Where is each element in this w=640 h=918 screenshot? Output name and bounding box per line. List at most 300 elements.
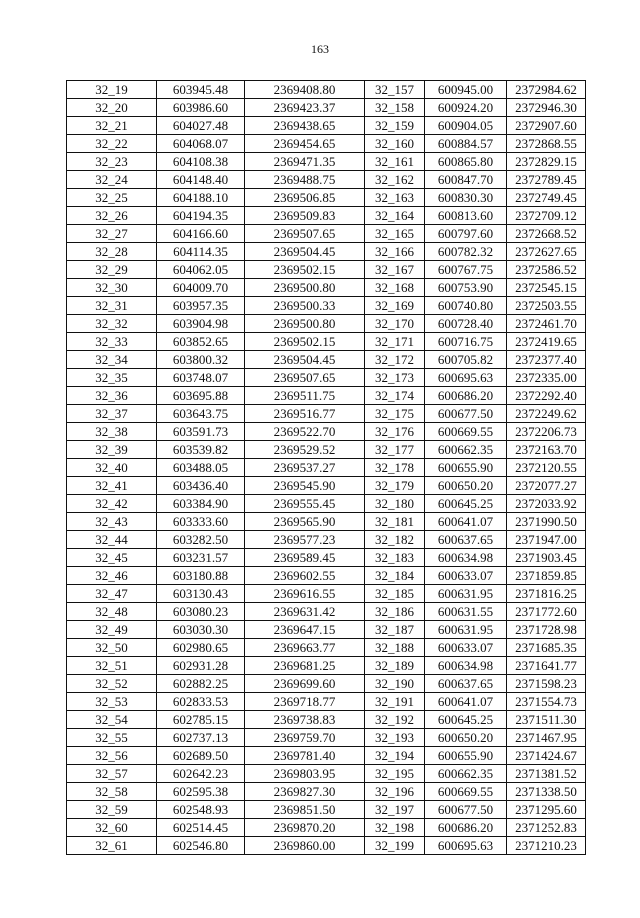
- x-coordinate-cell: 603945.48: [157, 81, 245, 99]
- y-coordinate-cell: 2369759.70: [245, 729, 365, 747]
- point-id-cell: 32_157: [365, 81, 425, 99]
- y-coordinate-cell: 2371511.30: [507, 711, 586, 729]
- y-coordinate-cell: 2372868.55: [507, 135, 586, 153]
- point-id-cell: 32_187: [365, 621, 425, 639]
- point-id-cell: 32_51: [67, 657, 157, 675]
- point-id-cell: 32_181: [365, 513, 425, 531]
- point-id-cell: 32_28: [67, 243, 157, 261]
- y-coordinate-cell: 2371467.95: [507, 729, 586, 747]
- x-coordinate-cell: 600728.40: [425, 315, 507, 333]
- y-coordinate-cell: 2369663.77: [245, 639, 365, 657]
- point-id-cell: 32_163: [365, 189, 425, 207]
- x-coordinate-cell: 600637.65: [425, 531, 507, 549]
- x-coordinate-cell: 600650.20: [425, 477, 507, 495]
- point-id-cell: 32_173: [365, 369, 425, 387]
- point-id-cell: 32_58: [67, 783, 157, 801]
- x-coordinate-cell: 600695.63: [425, 369, 507, 387]
- y-coordinate-cell: 2369516.77: [245, 405, 365, 423]
- point-id-cell: 32_32: [67, 315, 157, 333]
- x-coordinate-cell: 603695.88: [157, 387, 245, 405]
- point-id-cell: 32_26: [67, 207, 157, 225]
- point-id-cell: 32_50: [67, 639, 157, 657]
- table-row: [67, 261, 586, 279]
- x-coordinate-cell: 600641.07: [425, 513, 507, 531]
- point-id-cell: 32_35: [67, 369, 157, 387]
- x-coordinate-cell: 600655.90: [425, 747, 507, 765]
- table-row: [67, 459, 586, 477]
- x-coordinate-cell: 603800.32: [157, 351, 245, 369]
- x-coordinate-cell: 602595.38: [157, 783, 245, 801]
- point-id-cell: 32_168: [365, 279, 425, 297]
- point-id-cell: 32_37: [67, 405, 157, 423]
- point-id-cell: 32_164: [365, 207, 425, 225]
- point-id-cell: 32_34: [67, 351, 157, 369]
- y-coordinate-cell: 2372206.73: [507, 423, 586, 441]
- coordinates-table-body: [67, 81, 586, 855]
- x-coordinate-cell: 600797.60: [425, 225, 507, 243]
- point-id-cell: 32_42: [67, 495, 157, 513]
- y-coordinate-cell: 2372829.15: [507, 153, 586, 171]
- y-coordinate-cell: 2369681.25: [245, 657, 365, 675]
- x-coordinate-cell: 602546.80: [157, 837, 245, 855]
- table-row: [67, 279, 586, 297]
- x-coordinate-cell: 604148.40: [157, 171, 245, 189]
- table-row: [67, 315, 586, 333]
- point-id-cell: 32_59: [67, 801, 157, 819]
- table-row: [67, 351, 586, 369]
- table-row: [67, 513, 586, 531]
- x-coordinate-cell: 603436.40: [157, 477, 245, 495]
- table-row: [67, 153, 586, 171]
- y-coordinate-cell: 2372709.12: [507, 207, 586, 225]
- x-coordinate-cell: 600740.80: [425, 297, 507, 315]
- table-row: [67, 441, 586, 459]
- x-coordinate-cell: 600716.75: [425, 333, 507, 351]
- y-coordinate-cell: 2369507.65: [245, 225, 365, 243]
- table-row: [67, 639, 586, 657]
- point-id-cell: 32_167: [365, 261, 425, 279]
- table-row: [67, 243, 586, 261]
- x-coordinate-cell: 603904.98: [157, 315, 245, 333]
- x-coordinate-cell: 602514.45: [157, 819, 245, 837]
- point-id-cell: 32_175: [365, 405, 425, 423]
- x-coordinate-cell: 600865.80: [425, 153, 507, 171]
- y-coordinate-cell: 2372907.60: [507, 117, 586, 135]
- table-row: [67, 207, 586, 225]
- x-coordinate-cell: 600645.25: [425, 495, 507, 513]
- x-coordinate-cell: 602882.25: [157, 675, 245, 693]
- table-row: [67, 819, 586, 837]
- x-coordinate-cell: 603643.75: [157, 405, 245, 423]
- y-coordinate-cell: 2371252.83: [507, 819, 586, 837]
- point-id-cell: 32_54: [67, 711, 157, 729]
- point-id-cell: 32_190: [365, 675, 425, 693]
- point-id-cell: 32_43: [67, 513, 157, 531]
- point-id-cell: 32_47: [67, 585, 157, 603]
- y-coordinate-cell: 2369537.27: [245, 459, 365, 477]
- point-id-cell: 32_178: [365, 459, 425, 477]
- x-coordinate-cell: 600631.95: [425, 585, 507, 603]
- table-row: [67, 369, 586, 387]
- point-id-cell: 32_172: [365, 351, 425, 369]
- y-coordinate-cell: 2371903.45: [507, 549, 586, 567]
- point-id-cell: 32_31: [67, 297, 157, 315]
- point-id-cell: 32_196: [365, 783, 425, 801]
- x-coordinate-cell: 600669.55: [425, 783, 507, 801]
- table-row: [67, 333, 586, 351]
- y-coordinate-cell: 2369738.83: [245, 711, 365, 729]
- point-id-cell: 32_49: [67, 621, 157, 639]
- point-id-cell: 32_45: [67, 549, 157, 567]
- y-coordinate-cell: 2371295.60: [507, 801, 586, 819]
- point-id-cell: 32_23: [67, 153, 157, 171]
- y-coordinate-cell: 2369602.55: [245, 567, 365, 585]
- y-coordinate-cell: 2369545.90: [245, 477, 365, 495]
- point-id-cell: 32_194: [365, 747, 425, 765]
- point-id-cell: 32_38: [67, 423, 157, 441]
- y-coordinate-cell: 2372163.70: [507, 441, 586, 459]
- y-coordinate-cell: 2372461.70: [507, 315, 586, 333]
- table-row: [67, 135, 586, 153]
- y-coordinate-cell: 2369860.00: [245, 837, 365, 855]
- point-id-cell: 32_191: [365, 693, 425, 711]
- x-coordinate-cell: 604166.60: [157, 225, 245, 243]
- table-row: [67, 81, 586, 99]
- y-coordinate-cell: 2371947.00: [507, 531, 586, 549]
- x-coordinate-cell: 600677.50: [425, 405, 507, 423]
- x-coordinate-cell: 600767.75: [425, 261, 507, 279]
- y-coordinate-cell: 2369803.95: [245, 765, 365, 783]
- y-coordinate-cell: 2372503.55: [507, 297, 586, 315]
- x-coordinate-cell: 600884.57: [425, 135, 507, 153]
- y-coordinate-cell: 2369718.77: [245, 693, 365, 711]
- x-coordinate-cell: 600641.07: [425, 693, 507, 711]
- point-id-cell: 32_174: [365, 387, 425, 405]
- point-id-cell: 32_25: [67, 189, 157, 207]
- x-coordinate-cell: 602980.65: [157, 639, 245, 657]
- x-coordinate-cell: 603539.82: [157, 441, 245, 459]
- x-coordinate-cell: 600847.70: [425, 171, 507, 189]
- y-coordinate-cell: 2369851.50: [245, 801, 365, 819]
- point-id-cell: 32_169: [365, 297, 425, 315]
- table-row: [67, 495, 586, 513]
- y-coordinate-cell: 2369529.52: [245, 441, 365, 459]
- y-coordinate-cell: 2372335.00: [507, 369, 586, 387]
- point-id-cell: 32_48: [67, 603, 157, 621]
- x-coordinate-cell: 603384.90: [157, 495, 245, 513]
- point-id-cell: 32_40: [67, 459, 157, 477]
- point-id-cell: 32_29: [67, 261, 157, 279]
- x-coordinate-cell: 600631.95: [425, 621, 507, 639]
- y-coordinate-cell: 2369555.45: [245, 495, 365, 513]
- point-id-cell: 32_165: [365, 225, 425, 243]
- y-coordinate-cell: 2369647.15: [245, 621, 365, 639]
- table-row: [67, 801, 586, 819]
- y-coordinate-cell: 2369500.80: [245, 279, 365, 297]
- x-coordinate-cell: 600655.90: [425, 459, 507, 477]
- x-coordinate-cell: 600631.55: [425, 603, 507, 621]
- y-coordinate-cell: 2372586.52: [507, 261, 586, 279]
- x-coordinate-cell: 603852.65: [157, 333, 245, 351]
- y-coordinate-cell: 2371554.73: [507, 693, 586, 711]
- y-coordinate-cell: 2369616.55: [245, 585, 365, 603]
- x-coordinate-cell: 603986.60: [157, 99, 245, 117]
- x-coordinate-cell: 600637.65: [425, 675, 507, 693]
- table-row: [67, 405, 586, 423]
- table-row: [67, 297, 586, 315]
- y-coordinate-cell: 2372377.40: [507, 351, 586, 369]
- x-coordinate-cell: 600924.20: [425, 99, 507, 117]
- x-coordinate-cell: 600705.82: [425, 351, 507, 369]
- x-coordinate-cell: 600782.32: [425, 243, 507, 261]
- point-id-cell: 32_166: [365, 243, 425, 261]
- y-coordinate-cell: 2369454.65: [245, 135, 365, 153]
- table-row: [67, 423, 586, 441]
- point-id-cell: 32_195: [365, 765, 425, 783]
- point-id-cell: 32_188: [365, 639, 425, 657]
- x-coordinate-cell: 600695.63: [425, 837, 507, 855]
- table-row: [67, 225, 586, 243]
- x-coordinate-cell: 600634.98: [425, 657, 507, 675]
- y-coordinate-cell: 2369500.80: [245, 315, 365, 333]
- x-coordinate-cell: 603282.50: [157, 531, 245, 549]
- y-coordinate-cell: 2371641.77: [507, 657, 586, 675]
- point-id-cell: 32_24: [67, 171, 157, 189]
- y-coordinate-cell: 2369509.83: [245, 207, 365, 225]
- y-coordinate-cell: 2371381.52: [507, 765, 586, 783]
- x-coordinate-cell: 604027.48: [157, 117, 245, 135]
- y-coordinate-cell: 2369506.85: [245, 189, 365, 207]
- point-id-cell: 32_180: [365, 495, 425, 513]
- x-coordinate-cell: 604194.35: [157, 207, 245, 225]
- y-coordinate-cell: 2371990.50: [507, 513, 586, 531]
- point-id-cell: 32_198: [365, 819, 425, 837]
- y-coordinate-cell: 2369423.37: [245, 99, 365, 117]
- y-coordinate-cell: 2369408.80: [245, 81, 365, 99]
- point-id-cell: 32_182: [365, 531, 425, 549]
- x-coordinate-cell: 600753.90: [425, 279, 507, 297]
- x-coordinate-cell: 603080.23: [157, 603, 245, 621]
- x-coordinate-cell: 602931.28: [157, 657, 245, 675]
- table-row: [67, 657, 586, 675]
- point-id-cell: 32_189: [365, 657, 425, 675]
- y-coordinate-cell: 2369870.20: [245, 819, 365, 837]
- point-id-cell: 32_184: [365, 567, 425, 585]
- point-id-cell: 32_176: [365, 423, 425, 441]
- point-id-cell: 32_161: [365, 153, 425, 171]
- point-id-cell: 32_22: [67, 135, 157, 153]
- point-id-cell: 32_20: [67, 99, 157, 117]
- x-coordinate-cell: 600633.07: [425, 639, 507, 657]
- y-coordinate-cell: 2372668.52: [507, 225, 586, 243]
- y-coordinate-cell: 2369565.90: [245, 513, 365, 531]
- x-coordinate-cell: 603488.05: [157, 459, 245, 477]
- y-coordinate-cell: 2369781.40: [245, 747, 365, 765]
- y-coordinate-cell: 2372749.45: [507, 189, 586, 207]
- x-coordinate-cell: 600686.20: [425, 387, 507, 405]
- x-coordinate-cell: 602689.50: [157, 747, 245, 765]
- point-id-cell: 32_186: [365, 603, 425, 621]
- x-coordinate-cell: 603748.07: [157, 369, 245, 387]
- point-id-cell: 32_61: [67, 837, 157, 855]
- y-coordinate-cell: 2369589.45: [245, 549, 365, 567]
- point-id-cell: 32_30: [67, 279, 157, 297]
- x-coordinate-cell: 600634.98: [425, 549, 507, 567]
- x-coordinate-cell: 603333.60: [157, 513, 245, 531]
- y-coordinate-cell: 2371685.35: [507, 639, 586, 657]
- x-coordinate-cell: 603591.73: [157, 423, 245, 441]
- table-row: [67, 621, 586, 639]
- x-coordinate-cell: 602785.15: [157, 711, 245, 729]
- y-coordinate-cell: 2372292.40: [507, 387, 586, 405]
- point-id-cell: 32_177: [365, 441, 425, 459]
- point-id-cell: 32_170: [365, 315, 425, 333]
- y-coordinate-cell: 2371772.60: [507, 603, 586, 621]
- coordinates-table: [66, 80, 586, 855]
- point-id-cell: 32_39: [67, 441, 157, 459]
- x-coordinate-cell: 604068.07: [157, 135, 245, 153]
- x-coordinate-cell: 602737.13: [157, 729, 245, 747]
- point-id-cell: 32_199: [365, 837, 425, 855]
- table-row: [67, 567, 586, 585]
- table-row: [67, 531, 586, 549]
- point-id-cell: 32_60: [67, 819, 157, 837]
- point-id-cell: 32_36: [67, 387, 157, 405]
- y-coordinate-cell: 2369522.70: [245, 423, 365, 441]
- y-coordinate-cell: 2369504.45: [245, 351, 365, 369]
- point-id-cell: 32_44: [67, 531, 157, 549]
- x-coordinate-cell: 600813.60: [425, 207, 507, 225]
- x-coordinate-cell: 600677.50: [425, 801, 507, 819]
- point-id-cell: 32_21: [67, 117, 157, 135]
- y-coordinate-cell: 2369500.33: [245, 297, 365, 315]
- y-coordinate-cell: 2369699.60: [245, 675, 365, 693]
- y-coordinate-cell: 2372033.92: [507, 495, 586, 513]
- y-coordinate-cell: 2371424.67: [507, 747, 586, 765]
- y-coordinate-cell: 2369438.65: [245, 117, 365, 135]
- table-row: [67, 387, 586, 405]
- y-coordinate-cell: 2372249.62: [507, 405, 586, 423]
- x-coordinate-cell: 603130.43: [157, 585, 245, 603]
- y-coordinate-cell: 2369507.65: [245, 369, 365, 387]
- y-coordinate-cell: 2372789.45: [507, 171, 586, 189]
- x-coordinate-cell: 604114.35: [157, 243, 245, 261]
- point-id-cell: 32_27: [67, 225, 157, 243]
- point-id-cell: 32_41: [67, 477, 157, 495]
- x-coordinate-cell: 604188.10: [157, 189, 245, 207]
- x-coordinate-cell: 604009.70: [157, 279, 245, 297]
- x-coordinate-cell: 600662.35: [425, 441, 507, 459]
- y-coordinate-cell: 2371816.25: [507, 585, 586, 603]
- point-id-cell: 32_162: [365, 171, 425, 189]
- table-row: [67, 711, 586, 729]
- table-row: [67, 675, 586, 693]
- x-coordinate-cell: 600945.00: [425, 81, 507, 99]
- point-id-cell: 32_33: [67, 333, 157, 351]
- x-coordinate-cell: 602833.53: [157, 693, 245, 711]
- table-row: [67, 171, 586, 189]
- y-coordinate-cell: 2369631.42: [245, 603, 365, 621]
- point-id-cell: 32_46: [67, 567, 157, 585]
- table-row: [67, 117, 586, 135]
- y-coordinate-cell: 2371598.23: [507, 675, 586, 693]
- y-coordinate-cell: 2372120.55: [507, 459, 586, 477]
- x-coordinate-cell: 600662.35: [425, 765, 507, 783]
- x-coordinate-cell: 600904.05: [425, 117, 507, 135]
- y-coordinate-cell: 2372946.30: [507, 99, 586, 117]
- x-coordinate-cell: 604108.38: [157, 153, 245, 171]
- point-id-cell: 32_19: [67, 81, 157, 99]
- y-coordinate-cell: 2371728.98: [507, 621, 586, 639]
- table-row: [67, 765, 586, 783]
- table-row: [67, 189, 586, 207]
- y-coordinate-cell: 2371210.23: [507, 837, 586, 855]
- table-row: [67, 477, 586, 495]
- x-coordinate-cell: 604062.05: [157, 261, 245, 279]
- x-coordinate-cell: 600669.55: [425, 423, 507, 441]
- point-id-cell: 32_158: [365, 99, 425, 117]
- table-row: [67, 747, 586, 765]
- y-coordinate-cell: 2372627.65: [507, 243, 586, 261]
- x-coordinate-cell: 600633.07: [425, 567, 507, 585]
- y-coordinate-cell: 2369488.75: [245, 171, 365, 189]
- point-id-cell: 32_52: [67, 675, 157, 693]
- x-coordinate-cell: 602548.93: [157, 801, 245, 819]
- y-coordinate-cell: 2371338.50: [507, 783, 586, 801]
- x-coordinate-cell: 603231.57: [157, 549, 245, 567]
- point-id-cell: 32_185: [365, 585, 425, 603]
- table-row: [67, 99, 586, 117]
- x-coordinate-cell: 600645.25: [425, 711, 507, 729]
- y-coordinate-cell: 2372077.27: [507, 477, 586, 495]
- table-row: [67, 783, 586, 801]
- point-id-cell: 32_197: [365, 801, 425, 819]
- table-row: [67, 585, 586, 603]
- point-id-cell: 32_171: [365, 333, 425, 351]
- x-coordinate-cell: 600650.20: [425, 729, 507, 747]
- table-row: [67, 603, 586, 621]
- y-coordinate-cell: 2369577.23: [245, 531, 365, 549]
- point-id-cell: 32_53: [67, 693, 157, 711]
- point-id-cell: 32_56: [67, 747, 157, 765]
- y-coordinate-cell: 2369504.45: [245, 243, 365, 261]
- page-number: 163: [311, 42, 329, 56]
- y-coordinate-cell: 2372545.15: [507, 279, 586, 297]
- point-id-cell: 32_57: [67, 765, 157, 783]
- x-coordinate-cell: 603180.88: [157, 567, 245, 585]
- y-coordinate-cell: 2369827.30: [245, 783, 365, 801]
- table-row: [67, 729, 586, 747]
- y-coordinate-cell: 2372984.62: [507, 81, 586, 99]
- x-coordinate-cell: 602642.23: [157, 765, 245, 783]
- x-coordinate-cell: 603957.35: [157, 297, 245, 315]
- point-id-cell: 32_183: [365, 549, 425, 567]
- y-coordinate-cell: 2369502.15: [245, 261, 365, 279]
- point-id-cell: 32_160: [365, 135, 425, 153]
- y-coordinate-cell: 2372419.65: [507, 333, 586, 351]
- point-id-cell: 32_55: [67, 729, 157, 747]
- x-coordinate-cell: 603030.30: [157, 621, 245, 639]
- y-coordinate-cell: 2369471.35: [245, 153, 365, 171]
- x-coordinate-cell: 600686.20: [425, 819, 507, 837]
- table-row: [67, 837, 586, 855]
- y-coordinate-cell: 2369502.15: [245, 333, 365, 351]
- point-id-cell: 32_179: [365, 477, 425, 495]
- y-coordinate-cell: 2371859.85: [507, 567, 586, 585]
- point-id-cell: 32_159: [365, 117, 425, 135]
- point-id-cell: 32_193: [365, 729, 425, 747]
- x-coordinate-cell: 600830.30: [425, 189, 507, 207]
